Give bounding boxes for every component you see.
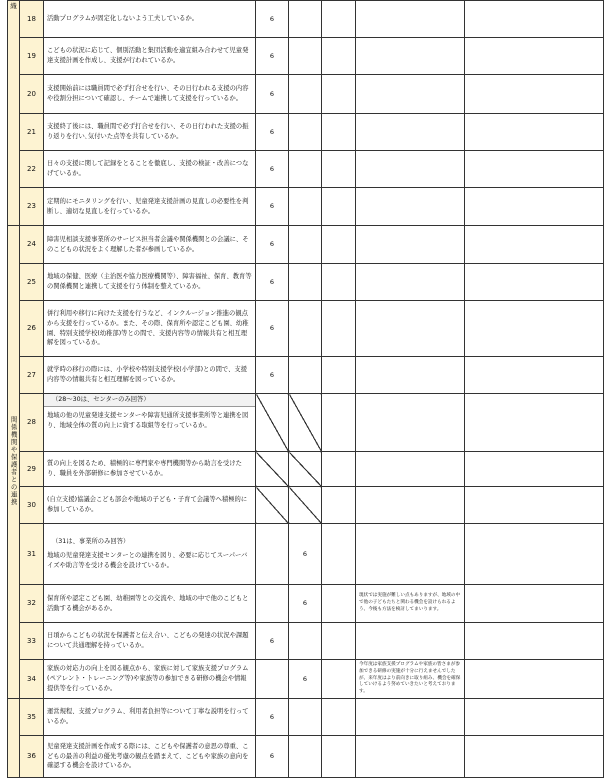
row-number: 29	[20, 452, 44, 487]
improvement-note	[356, 75, 465, 114]
unknown-count	[322, 226, 356, 264]
row-number: 20	[20, 75, 44, 114]
no-count	[289, 151, 322, 188]
unknown-count	[322, 301, 356, 357]
yes-count: 6	[256, 38, 289, 75]
unknown-count	[322, 487, 356, 524]
remarks-cell	[465, 301, 604, 357]
no-count	[289, 114, 322, 151]
no-count	[289, 452, 322, 487]
improvement-note	[356, 226, 465, 264]
remarks-cell	[465, 151, 604, 188]
improvement-note	[356, 1, 465, 38]
table-row	[8, 357, 604, 394]
yes-count	[256, 452, 289, 487]
table-row	[8, 188, 604, 226]
table-row	[8, 1, 604, 38]
no-count: 6	[289, 524, 322, 585]
unknown-count	[322, 585, 356, 623]
no-count	[289, 188, 322, 226]
row-number: 33	[20, 623, 44, 660]
row-number: 31	[20, 524, 44, 585]
yes-count	[256, 524, 289, 585]
question-text: 障害児相談支援事業所のサービス担当者会議や関係機関との会議に、そのこどもの状況をよく理解した者が参画しているか。	[44, 226, 256, 264]
question-text: 活動プログラムが固定化しないよう工夫しているか。	[44, 1, 256, 38]
row-number: 32	[20, 585, 44, 623]
remarks-cell	[465, 699, 604, 736]
table-row	[8, 736, 604, 778]
unknown-count	[322, 151, 356, 188]
unknown-count	[322, 660, 356, 699]
answer-scope-note: （31は、事業所のみ回答）	[52, 538, 130, 546]
yes-count: 6	[256, 357, 289, 394]
yes-count: 6	[256, 226, 289, 264]
no-count	[289, 264, 322, 301]
evaluation-table	[7, 0, 604, 778]
table-row	[8, 264, 604, 301]
improvement-note	[356, 151, 465, 188]
question-text: 地域の児童発達支援センターとの連携を図り、必要に応じてスーパーバイズや助言等を受ける機会を設けているか。	[47, 552, 248, 569]
question-cell	[44, 394, 256, 452]
table-row	[8, 301, 604, 357]
unknown-count	[322, 1, 356, 38]
table-row	[8, 394, 604, 452]
improvement-note	[356, 301, 465, 357]
table-row	[8, 75, 604, 114]
row-number: 22	[20, 151, 44, 188]
row-number: 28	[20, 394, 44, 452]
question-text: 併行利用や移行に向けた支援を行うなど、インクルージョン推進の観点から支援を行っているか。また、その際、保育所や認定こども園、幼稚園、特別支援学校(幼稚部)等との間で、支援内容等の情報共有と相互理解を図っているか。	[44, 301, 256, 357]
yes-count: 6	[256, 151, 289, 188]
remarks-cell	[465, 585, 604, 623]
remarks-cell	[465, 1, 604, 38]
yes-count: 6	[256, 1, 289, 38]
no-count	[289, 394, 322, 452]
remarks-cell	[465, 264, 604, 301]
yes-count: 6	[256, 264, 289, 301]
table-row	[8, 38, 604, 75]
table-row	[8, 660, 604, 699]
improvement-note	[356, 487, 465, 524]
yes-count	[256, 394, 289, 452]
category-cell-relations	[8, 226, 20, 699]
no-count: 6	[289, 585, 322, 623]
row-number: 35	[20, 699, 44, 736]
question-text: 日頃からこどもの状況を保護者と伝え合い、こどもの発達の状況や課題について共通理解を持っているか。	[44, 623, 256, 660]
question-text: 支援開始前には職員間で必ず打合せを行い、その日行われる支援の内容や役割分担について確認し、チームで連携して支援を行っているか。	[44, 75, 256, 114]
table-row	[8, 452, 604, 487]
remarks-cell	[465, 487, 604, 524]
improvement-note	[356, 452, 465, 487]
table-row	[8, 524, 604, 585]
question-text: 定期的にモニタリングを行い、児童発達支援計画の見直しの必要性を判断し、適切な見直しを行っているか。	[44, 188, 256, 226]
remarks-cell	[465, 38, 604, 75]
row-number: 34	[20, 660, 44, 699]
improvement-note	[356, 699, 465, 736]
table-row	[8, 699, 604, 736]
table-row	[8, 151, 604, 188]
improvement-note	[356, 524, 465, 585]
question-text: 地域の保健、医療（主治医や協力医療機関等）、障害福祉、保育、教育等の関係機関と連携して支援を行う体制を整えているか。	[44, 264, 256, 301]
row-number: 26	[20, 301, 44, 357]
row-number: 23	[20, 188, 44, 226]
no-count	[289, 1, 322, 38]
improvement-note	[356, 736, 465, 778]
improvement-note	[356, 394, 465, 452]
improvement-note	[356, 38, 465, 75]
improvement-note	[356, 623, 465, 660]
yes-count: 6	[256, 699, 289, 736]
question-cell	[44, 524, 256, 585]
category-label: 織	[10, 2, 17, 10]
remarks-cell	[465, 452, 604, 487]
unknown-count	[322, 264, 356, 301]
question-text: 就学時の移行の際には、小学校や特別支援学校(小学部)との間で、支援内容等の情報共有と相互理解を図っているか。	[44, 357, 256, 394]
question-text: 児童発達支援計画を作成する際には、こどもや保護者の意思の尊重、こどもの最善の利益の優先考慮の観点を踏まえて、こどもや家族の意向を確認する機会を設けているか。	[44, 736, 256, 778]
row-number: 27	[20, 357, 44, 394]
yes-count: 6	[256, 736, 289, 778]
unknown-count	[322, 623, 356, 660]
unknown-count	[322, 188, 356, 226]
no-count	[289, 623, 322, 660]
remarks-cell	[465, 114, 604, 151]
question-text: 運営規程、支援プログラム、利用者負担等について丁寧な説明を行っているか。	[44, 699, 256, 736]
no-count	[289, 487, 322, 524]
no-count	[289, 226, 322, 264]
table-row	[8, 623, 604, 660]
improvement-note: 現状では実施が難しい点もありますが、地域の中で他の子どもたちと関わる機会を設けられるよう、今後も方法を検討してまいります。	[356, 585, 465, 623]
remarks-cell	[465, 394, 604, 452]
remarks-cell	[465, 357, 604, 394]
unknown-count	[322, 75, 356, 114]
row-number: 25	[20, 264, 44, 301]
row-number: 18	[20, 1, 44, 38]
table-row	[8, 585, 604, 623]
yes-count: 6	[256, 623, 289, 660]
yes-count	[256, 660, 289, 699]
row-number: 19	[20, 38, 44, 75]
yes-count: 6	[256, 75, 289, 114]
unknown-count	[322, 524, 356, 585]
improvement-note	[356, 264, 465, 301]
no-count: 6	[289, 660, 322, 699]
unknown-count	[322, 357, 356, 394]
no-count	[289, 357, 322, 394]
question-text: 保育所や認定こども園、幼稚園等との交流や、地域の中で他のこどもと活動する機会があるか。	[44, 585, 256, 623]
question-text: (自立支援)協議会こども部会や地域の子ども・子育て会議等へ積極的に参加しているか。	[44, 487, 256, 524]
remarks-cell	[465, 736, 604, 778]
row-number: 36	[20, 736, 44, 778]
no-count	[289, 699, 322, 736]
unknown-count	[322, 452, 356, 487]
remarks-cell	[465, 75, 604, 114]
row-number: 21	[20, 114, 44, 151]
remarks-cell	[465, 524, 604, 585]
row-number: 24	[20, 226, 44, 264]
category-cell-top	[8, 1, 20, 226]
question-text: 質の向上を図るため、積極的に専門家や専門機関等から助言を受けたり、職員を外部研修に参加させているか。	[44, 452, 256, 487]
question-text: こどもの状況に応じて、個別活動と集団活動を適宜組み合わせて児童発達支援計画を作成し、支援が行われているか。	[44, 38, 256, 75]
unknown-count	[322, 699, 356, 736]
improvement-note	[356, 188, 465, 226]
no-count	[289, 301, 322, 357]
improvement-note: 今年度は家族支援プログラムや家族の皆さまが参加できる研修の実施が十分に行えませんでしたが、来年度はより前向きに取り組み、機会を確保していけるよう努めていきたいと考えております。	[356, 660, 465, 699]
yes-count: 6	[256, 301, 289, 357]
improvement-note	[356, 114, 465, 151]
yes-count	[256, 487, 289, 524]
evaluation-table-sheet	[7, 0, 603, 777]
answer-scope-note: （28〜30は、センターのみ回答）	[44, 394, 255, 407]
unknown-count	[322, 38, 356, 75]
yes-count	[256, 585, 289, 623]
category-cell-bottom	[8, 699, 20, 778]
no-count	[289, 38, 322, 75]
unknown-count	[322, 394, 356, 452]
remarks-cell	[465, 660, 604, 699]
question-text: 地域の他の児童発達支援センターや障害児通所支援事業所等と連携を図り、地域全体の質の向上に資する取組等を行っているか。	[47, 411, 249, 429]
unknown-count	[322, 114, 356, 151]
no-count	[289, 736, 322, 778]
question-text: 家族の対応力の向上を図る観点から、家族に対して家族支援プログラム(ペアレント・トレーニング等)や家族等の参加できる研修の機会や情報提供等を行っているか。	[44, 660, 256, 699]
yes-count: 6	[256, 188, 289, 226]
no-count	[289, 75, 322, 114]
improvement-note	[356, 357, 465, 394]
question-text: 支援終了後には、職員間で必ず打合せを行い、その日行われた支援の振り返りを行い､気付いた点等を共有しているか。	[44, 114, 256, 151]
table-row	[8, 226, 604, 264]
table-row	[8, 487, 604, 524]
remarks-cell	[465, 188, 604, 226]
question-text: 日々の支援に関して記録をとることを徹底し、支援の検証・改善につなげているか。	[44, 151, 256, 188]
remarks-cell	[465, 226, 604, 264]
remarks-cell	[465, 623, 604, 660]
table-row	[8, 114, 604, 151]
category-label: 関係機関や保護者との連携	[9, 415, 18, 506]
yes-count: 6	[256, 114, 289, 151]
row-number: 30	[20, 487, 44, 524]
unknown-count	[322, 736, 356, 778]
